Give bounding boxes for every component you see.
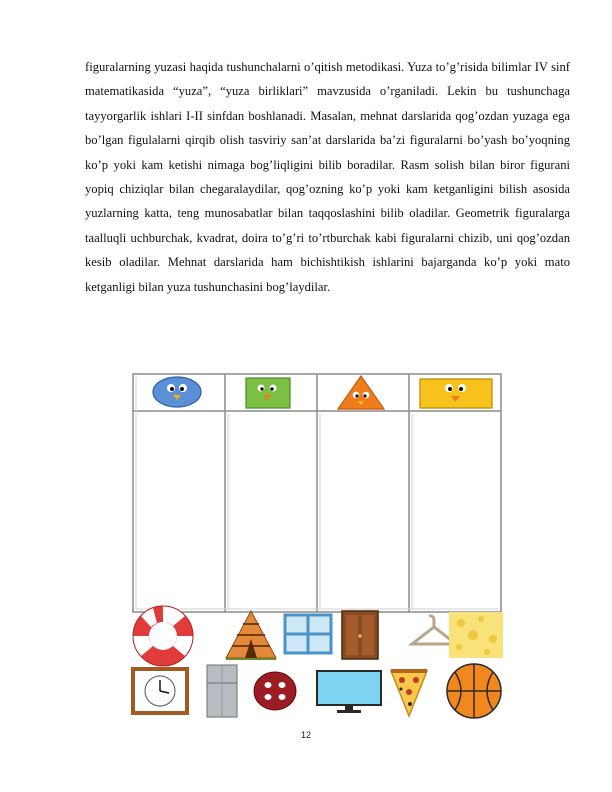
monitor-icon bbox=[317, 671, 381, 713]
blue-ellipse-face bbox=[153, 377, 201, 407]
page-number: 12 bbox=[300, 730, 311, 740]
clock-icon bbox=[133, 669, 187, 713]
door-icon bbox=[342, 611, 378, 659]
cheese-icon bbox=[449, 612, 503, 658]
pizza-slice-icon bbox=[391, 671, 427, 716]
shape-sorting-figure bbox=[129, 371, 507, 719]
lifebuoy-icon bbox=[133, 606, 193, 666]
refrigerator-icon bbox=[207, 665, 237, 717]
body-paragraph: figuralarning yuzasi haqida tushunchalarni o’qitish metodikasi. Yuza to’g’risida bilimlar IV sinf matematikasida “yuza”, “yuza birliklari” mavzusida o’rganiladi. Lekin bu tushunchaga tayyorgarlik ishlari I-II sinfdan boshlanadi. Masalan, mehnat darslarida qog’ozdan yuzaga ega bo’lgan figulalarni qirqib olish tasviriy san’at darslarida ba’zi figuralarni bo’yash bo’yoqning ko’p yoki kam ketishi nimaga bog’liqligini bilib boradilar. Rasm solish bilan biror figurani yopiq chiziqlar bilan chegaralaydilar, qog’ozning ko’p yoki kam ketganligini bilish asosida yuzlarning katta, teng munosabatlar bilan taqqoslashini bilib oladilar. Geometrik figuralarga taalluqli uchburchak, kvadrat, doira to’g’ri to’rtburchak kabi figuralarni chizib, uni qog’ozdan kesib oladilar. Mehnat darslarida ham bichishtikish ishlarini bajarganda ko’p yoki mato ketganligi bilan yuza tushunchasini bog’laydilar. bbox=[85, 60, 570, 294]
yellow-rectangle-face bbox=[420, 379, 492, 408]
tent-icon bbox=[226, 611, 276, 659]
green-square-face bbox=[246, 378, 290, 408]
button-icon bbox=[254, 672, 296, 710]
orange-triangle-face bbox=[338, 376, 384, 409]
sorting-table bbox=[133, 374, 501, 612]
basketball-icon bbox=[447, 664, 501, 718]
window-icon bbox=[285, 615, 331, 653]
